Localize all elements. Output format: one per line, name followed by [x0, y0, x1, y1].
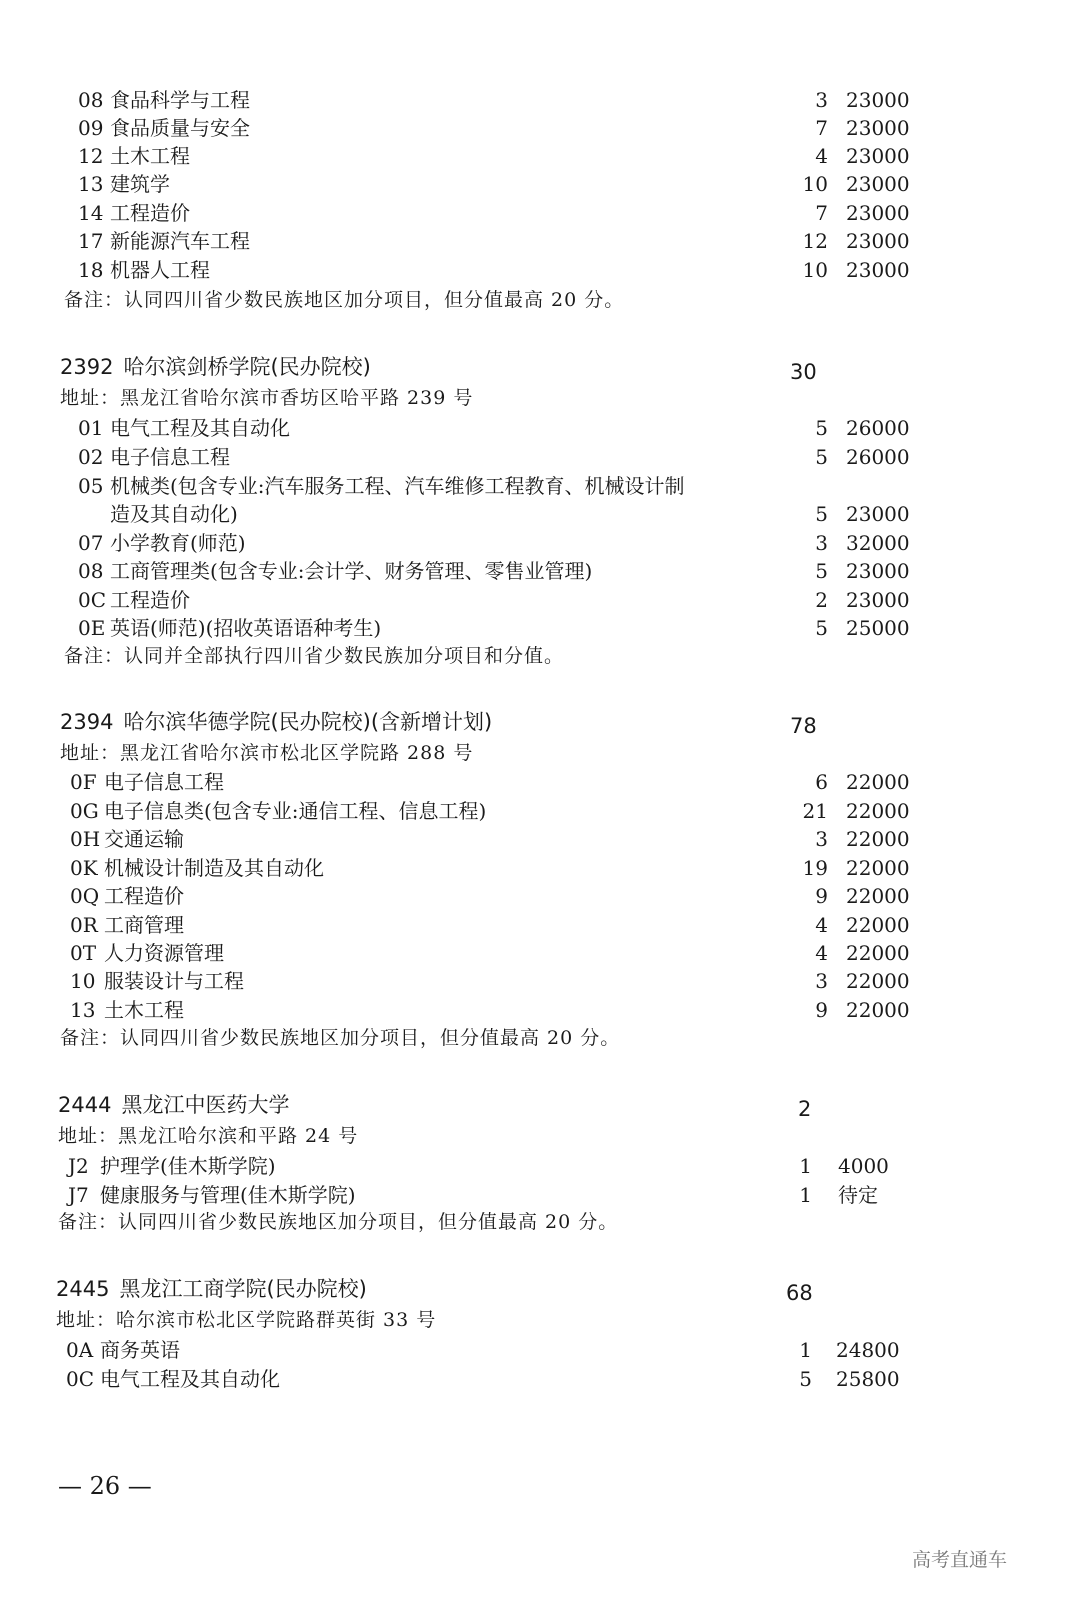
major-row: 0Q 工程造价 9 22000 — [70, 884, 910, 908]
school-total-plan: 78 — [790, 714, 817, 738]
major-row: J7 健康服务与管理(佳木斯学院) 1 待定 — [68, 1183, 878, 1207]
remark-note: 备注：认同四川省少数民族地区加分项目，但分值最高 20 分。 — [58, 1211, 619, 1233]
school-heading: 2444 黑龙江中医药大学 — [58, 1093, 290, 1117]
school-total-plan: 68 — [786, 1281, 813, 1305]
major-row: 05 机械类(包含专业:汽车服务工程、汽车维修工程教育、机械设计制 — [78, 474, 685, 498]
major-row: 02 电子信息工程 5 26000 — [78, 445, 910, 469]
major-row: 01 电气工程及其自动化 5 26000 — [78, 416, 910, 440]
major-row: 0E 英语(师范)(招收英语语种考生) 5 25000 — [78, 616, 910, 640]
major-row: 0F 电子信息工程 6 22000 — [70, 770, 910, 794]
school-heading: 2445 黑龙江工商学院(民办院校) — [56, 1277, 367, 1301]
major-row: 0K 机械设计制造及其自动化 19 22000 — [70, 856, 910, 880]
school-total-plan: 30 — [790, 360, 817, 384]
major-row-continuation: 造及其自动化) 5 23000 — [110, 502, 910, 526]
school-address: 地址：黑龙江省哈尔滨市松北区学院路 288 号 — [60, 742, 474, 764]
major-row: 18 机器人工程 10 23000 — [78, 258, 910, 282]
major-row: 0T 人力资源管理 4 22000 — [70, 941, 910, 965]
major-row: 0C 工程造价 2 23000 — [78, 588, 910, 612]
major-row: 13 建筑学 10 23000 — [78, 172, 910, 196]
major-row: 0G 电子信息类(包含专业:通信工程、信息工程) 21 22000 — [70, 799, 910, 823]
school-address: 地址：哈尔滨市松北区学院路群英街 33 号 — [56, 1309, 437, 1331]
major-row: 13 土木工程 9 22000 — [70, 998, 910, 1022]
major-row: 10 服装设计与工程 3 22000 — [70, 969, 910, 993]
major-row: 12 土木工程 4 23000 — [78, 144, 910, 168]
major-row: 0C 电气工程及其自动化 5 25800 — [66, 1367, 900, 1391]
school-heading: 2392 哈尔滨剑桥学院(民办院校) — [60, 355, 371, 379]
remark-note: 备注：认同四川省少数民族地区加分项目，但分值最高 20 分。 — [60, 1027, 621, 1049]
watermark-text: 高考直通车 — [912, 1549, 1008, 1571]
major-row: 07 小学教育(师范) 3 32000 — [78, 531, 910, 555]
major-row: 08 工商管理类(包含专业:会计学、财务管理、零售业管理) 5 23000 — [78, 559, 910, 583]
major-row: 0H 交通运输 3 22000 — [70, 827, 910, 851]
major-row: 17 新能源汽车工程 12 23000 — [78, 229, 910, 253]
remark-note: 备注：认同四川省少数民族地区加分项目，但分值最高 20 分。 — [64, 289, 625, 311]
major-row: 08 食品科学与工程 3 23000 — [78, 88, 910, 112]
school-address: 地址：黑龙江省哈尔滨市香坊区哈平路 239 号 — [60, 387, 474, 409]
school-heading: 2394 哈尔滨华德学院(民办院校)(含新增计划) — [60, 710, 493, 734]
school-address: 地址：黑龙江哈尔滨和平路 24 号 — [58, 1125, 359, 1147]
remark-note: 备注：认同并全部执行四川省少数民族加分项目和分值。 — [64, 645, 565, 667]
school-total-plan: 2 — [798, 1097, 812, 1121]
major-row: 09 食品质量与安全 7 23000 — [78, 116, 910, 140]
major-row: J2 护理学(佳木斯学院) 1 4000 — [68, 1154, 889, 1178]
page-number: — 26 — — [58, 1472, 152, 1500]
major-row: 0A 商务英语 1 24800 — [66, 1338, 900, 1362]
major-row: 14 工程造价 7 23000 — [78, 201, 910, 225]
major-row: 0R 工商管理 4 22000 — [70, 913, 910, 937]
